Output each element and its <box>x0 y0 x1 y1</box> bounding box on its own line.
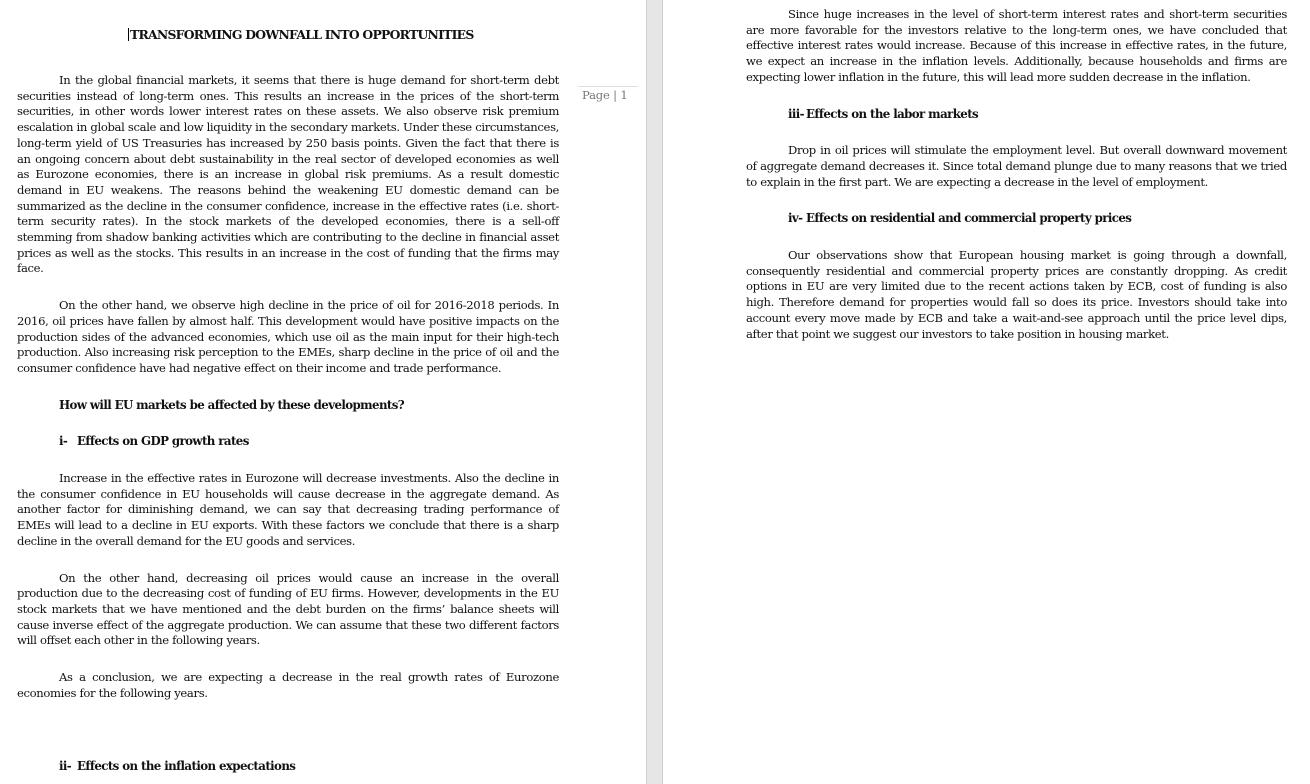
section-heading-labor[interactable] <box>746 107 1287 123</box>
paragraph[interactable]: Increase in the effective rates in Eurozone will decrease investments. Also the decline in the consumer confidence in EU households will cause decrease in the aggregate demand. As another factor for diminishing demand, we can say that decreasing trading performance of EMEs will lead to a decline in EU exports. With these factors we conclude that there is a sharp decline in the overall demand for the EU goods and services. <box>17 471 559 548</box>
section-number: iv- <box>788 211 803 226</box>
section-number: iii- <box>788 106 804 121</box>
paragraph[interactable]: Since huge increases in the level of short-term interest rates and short-term securities are more favorable for the investors relative to the long-term ones, we have concluded that effective interest rates would increase. Because of this increase in effective rates, in the future, we expect an increase in the inflation levels. Additionally, because households and firms are expecting lower inflation in the future, this will lead more sudden decrease in the inflation. <box>746 7 1287 84</box>
document-page-2 <box>663 0 1310 784</box>
paragraph[interactable]: Drop in oil prices will stimulate the employment level. But overall downward movement of aggregate demand decreases it. Since total demand plunge due to many reasons that we tried to explain in the first part. We are expecting a decrease in the level of employment. <box>746 143 1287 189</box>
section-title: Effects on GDP growth rates <box>77 434 249 449</box>
paragraph[interactable]: On the other hand, we observe high decline in the price of oil for 2016-2018 periods. In 2016, oil prices have fallen by almost half. This development would have positive impacts on the production sides of the advanced economies, which use oil as the main input for their high-tech production. Also increasing risk perception to the EMEs, sharp decline in the price of oil and the consumer confidence have had negative effect on their income and trade performance. <box>17 298 559 375</box>
paragraph[interactable]: As a conclusion, we are expecting a decrease in the real growth rates of Eurozone economies for the following years. <box>17 670 559 700</box>
page-2-body <box>746 7 1287 342</box>
section-title: Effects on residential and commercial property prices <box>806 211 1132 226</box>
document-title-text: TRANSFORMING DOWNFALL INTO OPPORTUNITIES <box>130 27 474 42</box>
section-heading-inflation[interactable] <box>17 759 559 775</box>
section-number: ii- <box>59 758 72 773</box>
page-gap-border-left <box>646 0 647 784</box>
page-number: Page | 1 <box>582 88 628 102</box>
paragraph[interactable]: Our observations show that European housing market is going through a downfall, consequently residential and commercial property prices are constantly dropping. As credit options in EU are very limited due to the recent actions taken by ECB, cost of funding is also high. Therefore demand for properties would fall so does its price. Investors should take into account every move made by ECB and take a wait-and-see approach until the price level dips, after that point we suggest our investors to take position in housing market. <box>746 248 1287 341</box>
section-heading-property[interactable] <box>746 211 1287 227</box>
section-title: Effects on the inflation expectations <box>77 758 296 773</box>
paragraph[interactable]: On the other hand, decreasing oil prices would cause an increase in the overall production due to the decreasing cost of funding of EU firms. However, developments in the EU stock markets that we have mentioned and the debt burden on the firms’ balance sheets will cause inverse effect of the aggregate production. We can assume that these two different factors will offset each other in the following years. <box>17 570 559 648</box>
paragraph[interactable]: In the global financial markets, it seems that there is huge demand for short-term debt securities instead of long-term ones. This results an increase in the prices of the short-term securities, in other words lower interest rates on these assets. We also observe risk premium escalation in global scale and low liquidity in the secondary markets. Under these circumstances, long-term yield of US Treasuries has increased by 250 basis points. Given the fact that there is an ongoing concern about debt sustainability in the real sector of developed economies as well as Eurozone economies, there is an increase in global risk premiums. As a result domestic demand in EU weakens. The reasons behind the weakening EU domestic demand can be summarized as the decline in the consumer confidence, increase in the effective rates (i.e. short-term security rates). In the stock markets of the developed economies, there is a sell-off stemming from shadow banking activities which are contributing to the decline in financial asset prices as well as the stocks. This results in an increase in the cost of funding that the firms may face. <box>17 73 559 276</box>
page-1-body <box>17 26 559 774</box>
section-title: Effects on the labor markets <box>806 106 979 121</box>
text-cursor <box>128 28 129 41</box>
document-page-1 <box>0 0 646 784</box>
page-number-rule <box>578 86 638 87</box>
section-heading-question[interactable]: How will EU markets be affected by these developments? <box>59 397 405 412</box>
section-heading-gdp[interactable] <box>17 434 559 450</box>
section-number: i- <box>59 434 68 449</box>
document-title[interactable] <box>17 26 559 44</box>
